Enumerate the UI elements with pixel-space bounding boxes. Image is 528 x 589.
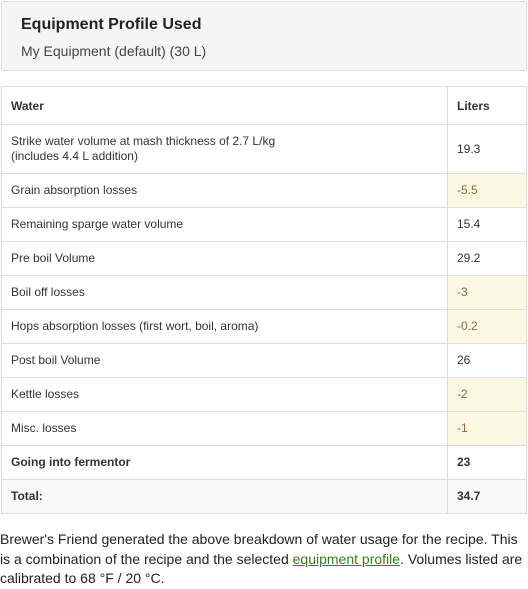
row-label: Post boil Volume [2, 344, 448, 378]
table-row-hops-absorption [2, 310, 527, 344]
row-label: Kettle losses [2, 378, 448, 412]
row-label: Grain absorption losses [2, 174, 448, 208]
row-value-loss: -2 [448, 378, 527, 412]
row-value-loss: -5.5 [448, 174, 527, 208]
row-label [2, 125, 448, 174]
table-row-grain-absorption [2, 174, 527, 208]
column-header-water: Water [2, 87, 448, 125]
row-label: Pre boil Volume [2, 242, 448, 276]
row-label: Total: [2, 480, 448, 514]
row-label-note: (includes 4.4 L addition) [11, 149, 138, 163]
water-breakdown-table [1, 86, 527, 514]
table-row-sparge-water [2, 208, 527, 242]
table-row-kettle-losses [2, 378, 527, 412]
row-label: Remaining sparge water volume [2, 208, 448, 242]
equipment-profile-link[interactable]: equipment profile [292, 550, 401, 567]
row-value: 34.7 [448, 480, 527, 514]
table-row-total [2, 480, 527, 514]
table-row-pre-boil [2, 242, 527, 276]
row-value-loss: -3 [448, 276, 527, 310]
row-label: Misc. losses [2, 412, 448, 446]
table-row-misc-losses [2, 412, 527, 446]
row-value-loss: -0.2 [448, 310, 527, 344]
row-value: 23 [448, 446, 527, 480]
water-usage-footnote [0, 530, 528, 589]
footnote-text-before: Brewer's Friend generated the above breakdown of water usage for the recipe. This is a combination of the recipe and the selected [0, 531, 518, 567]
row-value: 26 [448, 344, 527, 378]
column-header-liters: Liters [448, 87, 527, 125]
table-row-strike-water [2, 125, 527, 174]
table-row-boil-off [2, 276, 527, 310]
equipment-profile-title: Equipment Profile Used [21, 16, 202, 33]
row-label: Going into fermentor [2, 446, 448, 480]
row-label: Boil off losses [2, 276, 448, 310]
equipment-profile-card [1, 1, 527, 71]
table-row-post-boil [2, 344, 527, 378]
footnote-text-after: . Volumes listed are calibrated to 68 °F / 20 °C. [0, 550, 523, 586]
table-row-into-fermentor [2, 446, 527, 480]
row-label-main: Strike water volume at mash thickness of 2.7 L/kg [11, 134, 276, 148]
row-value: 29.2 [448, 242, 527, 276]
equipment-profile-name: My Equipment (default) (30 L) [21, 43, 207, 59]
row-value: 19.3 [448, 125, 527, 174]
table-header-row [2, 87, 527, 125]
row-label: Hops absorption losses (first wort, boil, aroma) [2, 310, 448, 344]
row-value-loss: -1 [448, 412, 527, 446]
row-value: 15.4 [448, 208, 527, 242]
